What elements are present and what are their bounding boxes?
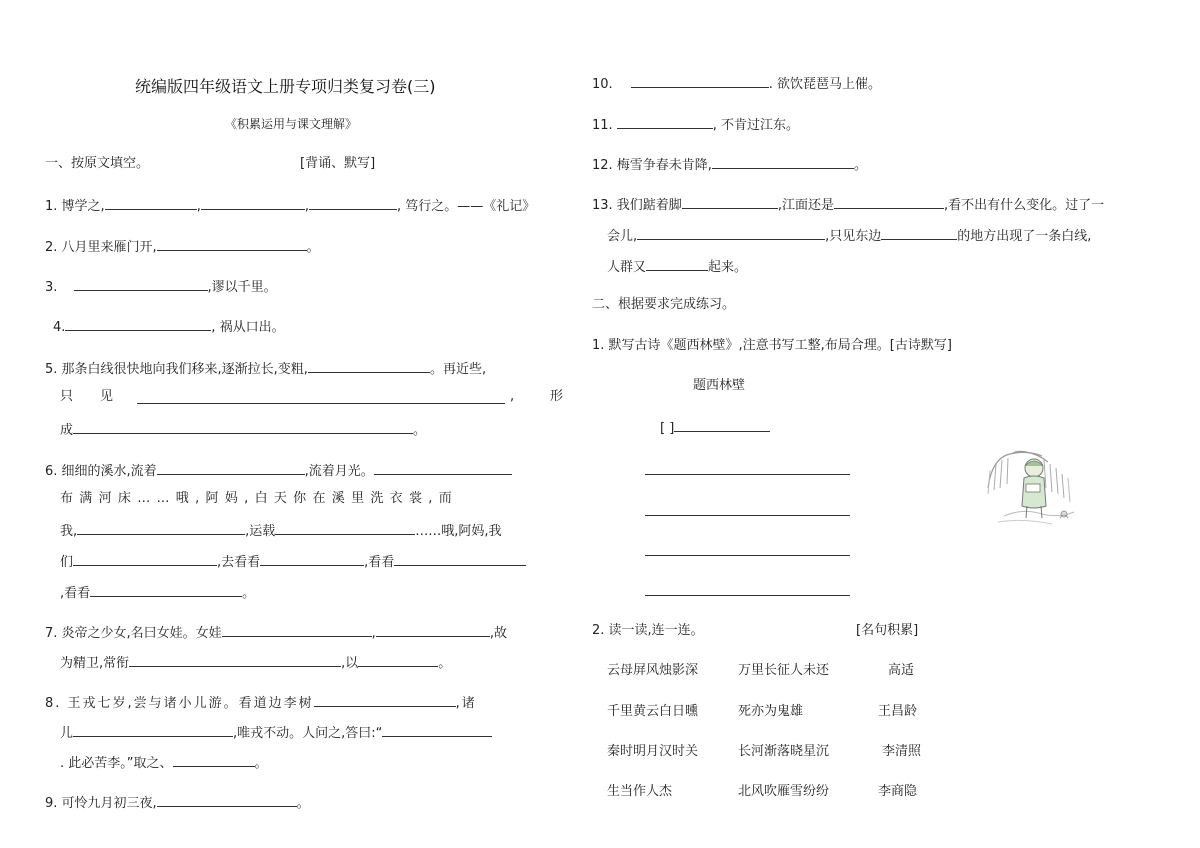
section2-heading: 二、根据要求完成练习。 [592, 297, 736, 312]
poem-instruction: 1. 默写古诗《题西林壁》,注意书写工整,布局合理。[古诗默写] [592, 338, 952, 353]
poem-line-blank[interactable] [645, 474, 850, 475]
match-col2-item[interactable]: 长河渐落晓星沉 [738, 744, 830, 759]
q1-sep-c: , [304, 199, 309, 214]
poem-line-blank[interactable] [645, 555, 850, 556]
question-6-line1 [45, 462, 512, 480]
match-instruction: 2. 读一读,连一连。 [592, 623, 704, 638]
blank[interactable] [173, 754, 255, 767]
question-1 [45, 197, 535, 215]
q13-l2b: ,只见东边 [825, 229, 882, 244]
q5-l2-xing: 形 [550, 389, 564, 404]
q1-sep-b: , [196, 199, 201, 214]
blank[interactable] [646, 258, 708, 271]
child-illustration [982, 448, 1077, 530]
blank[interactable] [157, 794, 297, 807]
match-col2-item[interactable]: 北风吹雁雪纷纷 [738, 784, 830, 799]
blank[interactable] [222, 624, 372, 637]
q1-text-e: 笃行之。——《礼记》 [405, 199, 536, 214]
question-10 [592, 75, 881, 93]
q5-l3a: 成 [60, 423, 74, 438]
blank[interactable] [309, 197, 397, 210]
blank[interactable] [376, 624, 490, 637]
blank[interactable] [637, 227, 825, 240]
q13-l2c: 的地方出现了一条白线, [957, 229, 1092, 244]
q8-l1a: 8. 王戎七岁,尝与诸小儿游。看道边李树 [45, 696, 314, 711]
blank[interactable] [374, 462, 512, 475]
blank[interactable] [382, 724, 492, 737]
match-col3-item[interactable]: 李清照 [882, 744, 922, 759]
question-6-line4 [60, 553, 526, 571]
q2-text: 2. 八月里来雁门开, [45, 240, 157, 255]
match-col3-item[interactable]: 王昌龄 [878, 704, 918, 719]
question-8-line3 [60, 754, 268, 772]
q7-l2b: ,以 [341, 656, 359, 671]
q6-l4b: ,去看看 [217, 555, 261, 570]
blank[interactable] [631, 75, 769, 88]
q7-l1c: ,故 [489, 626, 507, 641]
question-2 [45, 238, 320, 256]
q7-l1a: 7. 炎帝之少女,名曰女娃。女娃 [45, 626, 222, 641]
question-8-line1 [45, 694, 477, 712]
blank[interactable] [314, 694, 456, 707]
q10-num: 10. [592, 77, 613, 92]
blank[interactable] [74, 278, 208, 291]
q5-l2-jian: 见 [100, 389, 114, 404]
blank[interactable] [73, 553, 217, 566]
match-col3-item[interactable]: 高适 [888, 663, 915, 678]
q6-l5b: 。 [242, 586, 256, 601]
q13-l1b: ,江面还是 [777, 198, 834, 213]
poem-author-row [660, 419, 770, 437]
question-8-line2 [60, 724, 492, 742]
blank[interactable] [881, 227, 957, 240]
q6-l3a: 我, [60, 524, 78, 539]
question-7-line1 [45, 624, 507, 642]
question-11 [592, 116, 799, 134]
blank[interactable] [73, 724, 233, 737]
q5-l3b: 。 [413, 423, 427, 438]
poem-line-blank[interactable] [645, 595, 850, 596]
q1-num: 1. [45, 199, 58, 214]
blank[interactable] [712, 156, 854, 169]
question-7-line2 [60, 654, 451, 672]
q13-l1c: ,看不出有什么变化。过了一 [943, 198, 1105, 213]
question-12 [592, 156, 867, 174]
q8-l1b: ,诸 [455, 696, 477, 711]
q4-num: 4. [53, 320, 66, 335]
author-bracket: [ ] [660, 421, 675, 436]
match-col2-item[interactable]: 万里长征人未还 [738, 663, 830, 678]
question-5-line3 [60, 421, 426, 439]
section1-heading: 一、按原文填空。 [45, 156, 150, 171]
q5-l2-zhi: 只 [60, 389, 74, 404]
q7-l2a: 为精卫,常衔 [60, 656, 130, 671]
match-col1-item[interactable]: 秦时明月汉时关 [607, 744, 699, 759]
q2-end: 。 [306, 240, 320, 255]
q6-l1b: ,流着月光。 [304, 464, 374, 479]
q12-end: 。 [853, 158, 867, 173]
question-13-line3 [607, 258, 747, 276]
question-13-line1 [592, 196, 1104, 214]
poem-title: 题西林壁 [693, 378, 746, 393]
blank[interactable] [358, 654, 438, 667]
blank[interactable] [157, 462, 305, 475]
blank[interactable] [682, 196, 778, 209]
q9-end: 。 [296, 796, 310, 811]
question-6-line2: 布满河床……哦,阿妈,白天你在溪里洗衣裳,而 [60, 491, 458, 506]
blank[interactable] [137, 403, 505, 404]
blank[interactable] [260, 553, 364, 566]
q8-l2a: 儿 [60, 726, 74, 741]
page-subtitle: 《积累运用与课文理解》 [225, 117, 358, 131]
q11-text: , 不肯过江东。 [712, 118, 799, 133]
blank[interactable] [129, 654, 341, 667]
blank[interactable] [77, 522, 245, 535]
q13-l3b: 起来。 [708, 260, 748, 275]
q6-l4c: ,看看 [364, 555, 395, 570]
blank[interactable] [157, 238, 307, 251]
q8-l3b: 。 [254, 756, 268, 771]
question-3 [45, 278, 277, 296]
question-6-line5 [60, 584, 255, 602]
q10-text: . 欲饮琵琶马上催。 [768, 77, 881, 92]
q12-text: 12. 梅雪争春未肯降, [592, 158, 712, 173]
q5-l1b: 。再近些, [429, 362, 487, 377]
page-title: 统编版四年级语文上册专项归类复习卷(三) [135, 77, 436, 96]
match-col1-item[interactable]: 云母屏风烛影深 [607, 663, 699, 678]
q6-l5a: ,看看 [60, 586, 91, 601]
q1-text-a: 博学之, [61, 199, 105, 214]
match-col3-item[interactable]: 李商隐 [878, 784, 918, 799]
q8-l3a: . 此必苦李。”取之、 [60, 756, 173, 771]
blank[interactable] [90, 584, 242, 597]
q4-text: , 祸从口出。 [211, 320, 285, 335]
q3-num: 3. [45, 280, 58, 295]
q13-l2a: 会儿, [607, 229, 638, 244]
match-col1-item[interactable]: 生当作人杰 [607, 784, 673, 799]
q8-l2b: ,唯戎不动。人问之,答曰:“ [233, 726, 383, 741]
question-4 [53, 318, 285, 336]
blank[interactable] [394, 553, 526, 566]
q5-l2-comma: , [510, 389, 515, 404]
blank[interactable] [275, 522, 415, 535]
q6-l1a: 6. 细细的溪水,流着 [45, 464, 157, 479]
question-5-line1 [45, 360, 486, 378]
q3-text: ,谬以千里。 [207, 280, 277, 295]
blank[interactable] [617, 116, 713, 129]
q9-text: 9. 可怜九月初三夜, [45, 796, 157, 811]
blank[interactable] [105, 197, 197, 210]
q6-l3c: ……哦,阿妈,我 [415, 524, 502, 539]
author-blank[interactable] [674, 419, 770, 432]
blank[interactable] [308, 360, 430, 373]
q7-l1b: , [371, 626, 376, 641]
blank[interactable] [73, 421, 413, 434]
blank[interactable] [834, 196, 944, 209]
q6-l4a: 们 [60, 555, 74, 570]
q7-l2c: 。 [438, 656, 452, 671]
q13-l1a: 13. 我们踮着脚 [592, 198, 682, 213]
question-9 [45, 794, 310, 812]
blank[interactable] [65, 318, 211, 331]
question-6-line3 [60, 522, 502, 540]
poem-line-blank[interactable] [645, 515, 850, 516]
match-col2-item[interactable]: 死亦为鬼雄 [738, 704, 804, 719]
match-col1-item[interactable]: 千里黄云白日曛 [607, 704, 699, 719]
question-13-line2 [607, 227, 1091, 245]
q1-sep-d: , [396, 199, 402, 214]
blank[interactable] [201, 197, 305, 210]
match-tag: [名句积累] [856, 623, 919, 638]
section1-tag: [背诵、默写] [300, 156, 376, 171]
q5-l1: 5. 那条白线很快地向我们移来,逐渐拉长,变粗, [45, 362, 308, 377]
q13-l3a: 人群又 [607, 260, 647, 275]
q6-l3b: ,运载 [245, 524, 276, 539]
q11-num: 11. [592, 118, 613, 133]
